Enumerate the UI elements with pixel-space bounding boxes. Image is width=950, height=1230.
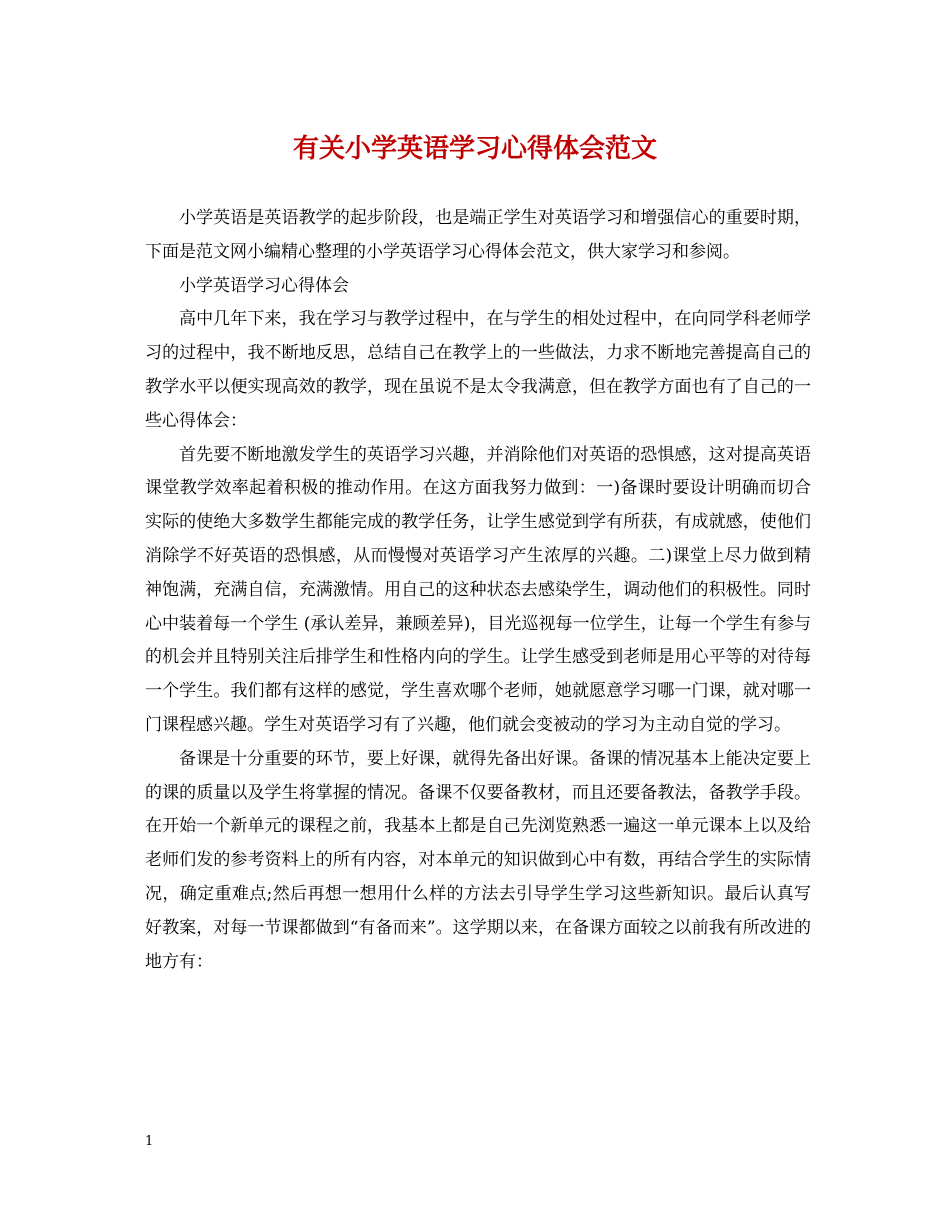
document-title: 有关小学英语学习心得体会范文	[292, 134, 657, 164]
paragraph-reflection: 高中几年下来，我在学习与教学过程中，在与学生的相处过程中，在向同学科老师学习的过程中，我不断地反思，总结自己在教学上的一些做法，力求不断地完善提高自己的教学水平以便实现高效的教学，现在虽说不是太令我满意，但在教学方面也有了自己的一些心得体会：	[145, 309, 811, 431]
paragraph-lesson-prep: 备课是十分重要的环节，要上好课，就得先备出好课。备课的情况基本上能决定要上的课的质量以及学生将掌握的情况。备课不仅要备教材，而且还要备教法，备教学手段。在开始一个新单元的课程之前，我基本上都是自己先浏览熟悉一遍这一单元课本上以及给老师们发的参考资料上的所有内容，对本单元的知识做到心中有数，再结合学生的实际情况，确定重难点;然后再想一想用什么样的方法去引导学生学习这些新知识。最后认真写好教案，对每一节课都做到“有备而来”。这学期以来，在备课方面较之以前我有所改进的地方有：	[145, 748, 811, 972]
paragraph-subheading: 小学英语学习心得体会	[179, 275, 349, 296]
paragraph-intro: 小学英语是英语教学的起步阶段，也是端正学生对英语学习和增强信心的重要时期，下面是范文网小编精心整理的小学英语学习心得体会范文，供大家学习和参阅。	[145, 208, 811, 262]
document-body	[145, 202, 811, 979]
page-number: 1	[145, 1134, 154, 1149]
paragraph-interest: 首先要不断地激发学生的英语学习兴趣，并消除他们对英语的恐惧感，这对提高英语课堂教学效率起着积极的推动作用。在这方面我努力做到：一)备课时要设计明确而切合实际的使绝大多数学生都能完成的教学任务，让学生感觉到学有所获，有成就感，使他们消除学不好英语的恐惧感，从而慢慢对英语学习产生浓厚的兴趣。二)课堂上尽力做到精神饱满，充满自信，充满激情。用自己的这种状态去感染学生，调动他们的积极性。同时心中装着每一个学生 (承认差异，兼顾差异)，目光巡视每一位学生，让每一个学生有参与的机会并且特别关注后排学生和性格内向的学生。让学生感受到老师是用心平等的对待每一个学生。我们都有这样的感觉，学生喜欢哪个老师，她就愿意学习哪一门课，就对哪一门课程感兴趣。学生对英语学习有了兴趣，他们就会变被动的学习为主动自觉的学习。	[145, 444, 811, 735]
